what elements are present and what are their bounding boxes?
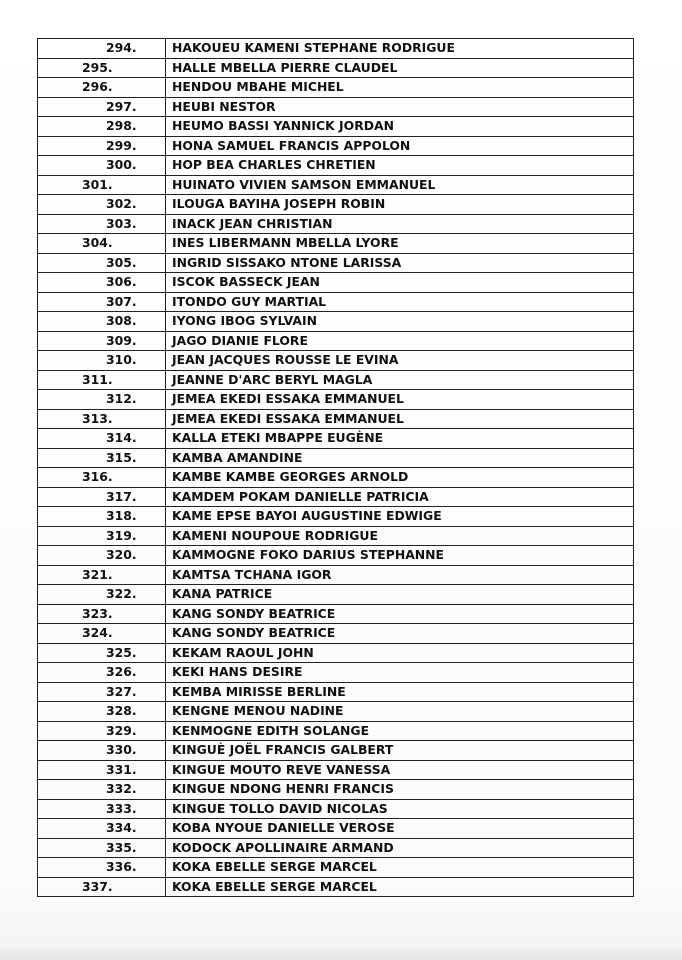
- row-number: 301.: [82, 176, 113, 192]
- table-row: [38, 39, 634, 59]
- table-row: [38, 331, 634, 351]
- person-name: HAKOUEU KAMENI STEPHANE RODRIGUE: [166, 39, 634, 59]
- row-number-cell: [38, 351, 166, 371]
- person-name: INACK JEAN CHRISTIAN: [166, 214, 634, 234]
- row-number-cell: [38, 468, 166, 488]
- row-number: 330.: [106, 742, 137, 758]
- row-number: 326.: [106, 664, 137, 680]
- row-number: 304.: [82, 235, 113, 251]
- person-name: ILOUGA BAYIHA JOSEPH ROBIN: [166, 195, 634, 215]
- table-row: [38, 877, 634, 897]
- table-row: [38, 370, 634, 390]
- row-number-cell: [38, 682, 166, 702]
- table-row: [38, 253, 634, 273]
- table-row: [38, 97, 634, 117]
- row-number: 307.: [106, 293, 137, 309]
- table-row: [38, 292, 634, 312]
- table-row: [38, 214, 634, 234]
- row-number-cell: [38, 819, 166, 839]
- person-name: INES LIBERMANN MBELLA LYORE: [166, 234, 634, 254]
- table-row: [38, 526, 634, 546]
- row-number: 296.: [82, 79, 113, 95]
- person-name: JEAN JACQUES ROUSSE LE EVINA: [166, 351, 634, 371]
- row-number-cell: [38, 546, 166, 566]
- person-name: HONA SAMUEL FRANCIS APPOLON: [166, 136, 634, 156]
- row-number-cell: [38, 487, 166, 507]
- person-name: KENGNE MENOU NADINE: [166, 702, 634, 722]
- table-row: [38, 858, 634, 878]
- table-row: [38, 58, 634, 78]
- row-number: 327.: [106, 683, 137, 699]
- person-name: HOP BEA CHARLES CHRETIEN: [166, 156, 634, 176]
- row-number: 312.: [106, 391, 137, 407]
- person-name: KAMENI NOUPOUE RODRIGUE: [166, 526, 634, 546]
- person-name: KOKA EBELLE SERGE MARCEL: [166, 877, 634, 897]
- table-row: [38, 643, 634, 663]
- page-bottom-edge: [0, 948, 682, 960]
- row-number-cell: [38, 39, 166, 59]
- row-number: 305.: [106, 254, 137, 270]
- table-row: [38, 507, 634, 527]
- row-number-cell: [38, 702, 166, 722]
- row-number-cell: [38, 58, 166, 78]
- row-number: 337.: [82, 878, 113, 894]
- row-number: 323.: [82, 605, 113, 621]
- table-row: [38, 136, 634, 156]
- table-row: [38, 741, 634, 761]
- person-name: KINGUE TOLLO DAVID NICOLAS: [166, 799, 634, 819]
- row-number-cell: [38, 760, 166, 780]
- name-list-body: [38, 39, 634, 897]
- row-number-cell: [38, 117, 166, 137]
- row-number: 315.: [106, 449, 137, 465]
- table-row: [38, 585, 634, 605]
- row-number-cell: [38, 331, 166, 351]
- row-number-cell: [38, 175, 166, 195]
- row-number-cell: [38, 877, 166, 897]
- row-number: 321.: [82, 566, 113, 582]
- row-number: 306.: [106, 274, 137, 290]
- person-name: KANA PATRICE: [166, 585, 634, 605]
- row-number-cell: [38, 780, 166, 800]
- row-number-cell: [38, 97, 166, 117]
- row-number: 319.: [106, 527, 137, 543]
- row-number-cell: [38, 624, 166, 644]
- table-row: [38, 448, 634, 468]
- row-number: 325.: [106, 644, 137, 660]
- table-row: [38, 799, 634, 819]
- row-number-cell: [38, 273, 166, 293]
- row-number: 310.: [106, 352, 137, 368]
- row-number: 313.: [82, 410, 113, 426]
- row-number: 309.: [106, 332, 137, 348]
- row-number: 332.: [106, 781, 137, 797]
- table-row: [38, 604, 634, 624]
- row-number: 317.: [106, 488, 137, 504]
- person-name: HEUBI NESTOR: [166, 97, 634, 117]
- row-number: 298.: [106, 118, 137, 134]
- table-row: [38, 546, 634, 566]
- row-number-cell: [38, 390, 166, 410]
- row-number-cell: [38, 448, 166, 468]
- person-name: ISCOK BASSECK JEAN: [166, 273, 634, 293]
- row-number: 336.: [106, 859, 137, 875]
- person-name: KAMBE KAMBE GEORGES ARNOLD: [166, 468, 634, 488]
- table-row: [38, 702, 634, 722]
- row-number: 308.: [106, 313, 137, 329]
- row-number: 314.: [106, 430, 137, 446]
- table-row: [38, 565, 634, 585]
- table-row: [38, 819, 634, 839]
- row-number-cell: [38, 370, 166, 390]
- person-name: KODOCK APOLLINAIRE ARMAND: [166, 838, 634, 858]
- row-number: 295.: [82, 59, 113, 75]
- person-name: HALLE MBELLA PIERRE CLAUDEL: [166, 58, 634, 78]
- person-name: KAMDEM POKAM DANIELLE PATRICIA: [166, 487, 634, 507]
- row-number: 302.: [106, 196, 137, 212]
- table-row: [38, 117, 634, 137]
- table-row: [38, 195, 634, 215]
- table-row: [38, 760, 634, 780]
- row-number-cell: [38, 253, 166, 273]
- table-row: [38, 682, 634, 702]
- person-name: KAMMOGNE FOKO DARIUS STEPHANNE: [166, 546, 634, 566]
- person-name: KEKI HANS DESIRE: [166, 663, 634, 683]
- row-number: 335.: [106, 839, 137, 855]
- row-number-cell: [38, 136, 166, 156]
- person-name: HUINATO VIVIEN SAMSON EMMANUEL: [166, 175, 634, 195]
- table-row: [38, 312, 634, 332]
- row-number-cell: [38, 214, 166, 234]
- table-row: [38, 156, 634, 176]
- row-number: 328.: [106, 703, 137, 719]
- table-row: [38, 351, 634, 371]
- row-number: 331.: [106, 761, 137, 777]
- row-number: 316.: [82, 469, 113, 485]
- row-number-cell: [38, 799, 166, 819]
- row-number-cell: [38, 585, 166, 605]
- row-number-cell: [38, 78, 166, 98]
- row-number-cell: [38, 195, 166, 215]
- row-number: 324.: [82, 625, 113, 641]
- table-row: [38, 468, 634, 488]
- person-name: KINGUE MOUTO REVE VANESSA: [166, 760, 634, 780]
- person-name: INGRID SISSAKO NTONE LARISSA: [166, 253, 634, 273]
- person-name: KAMTSA TCHANA IGOR: [166, 565, 634, 585]
- person-name: JEMEA EKEDI ESSAKA EMMANUEL: [166, 390, 634, 410]
- row-number: 322.: [106, 586, 137, 602]
- row-number: 333.: [106, 800, 137, 816]
- row-number-cell: [38, 292, 166, 312]
- row-number-cell: [38, 429, 166, 449]
- person-name: JAGO DIANIE FLORE: [166, 331, 634, 351]
- person-name: KAME EPSE BAYOI AUGUSTINE EDWIGE: [166, 507, 634, 527]
- row-number-cell: [38, 234, 166, 254]
- table-row: [38, 273, 634, 293]
- person-name: KOKA EBELLE SERGE MARCEL: [166, 858, 634, 878]
- person-name: KALLA ETEKI MBAPPE EUGÈNE: [166, 429, 634, 449]
- row-number-cell: [38, 156, 166, 176]
- table-row: [38, 78, 634, 98]
- row-number-cell: [38, 721, 166, 741]
- row-number: 294.: [106, 40, 137, 56]
- row-number: 320.: [106, 547, 137, 563]
- row-number-cell: [38, 604, 166, 624]
- person-name: KOBA NYOUE DANIELLE VEROSE: [166, 819, 634, 839]
- person-name: IYONG IBOG SYLVAIN: [166, 312, 634, 332]
- table-row: [38, 429, 634, 449]
- name-list-table: [37, 38, 634, 897]
- row-number-cell: [38, 409, 166, 429]
- row-number-cell: [38, 507, 166, 527]
- person-name: HEUMO BASSI YANNICK JORDAN: [166, 117, 634, 137]
- row-number: 311.: [82, 371, 113, 387]
- row-number-cell: [38, 312, 166, 332]
- person-name: ITONDO GUY MARTIAL: [166, 292, 634, 312]
- table-row: [38, 780, 634, 800]
- row-number: 297.: [106, 98, 137, 114]
- table-row: [38, 409, 634, 429]
- row-number-cell: [38, 858, 166, 878]
- row-number: 300.: [106, 157, 137, 173]
- row-number: 318.: [106, 508, 137, 524]
- person-name: JEANNE D'ARC BERYL MAGLA: [166, 370, 634, 390]
- row-number: 303.: [106, 215, 137, 231]
- person-name: KENMOGNE EDITH SOLANGE: [166, 721, 634, 741]
- table-row: [38, 175, 634, 195]
- person-name: KANG SONDY BEATRICE: [166, 624, 634, 644]
- row-number-cell: [38, 526, 166, 546]
- person-name: KEKAM RAOUL JOHN: [166, 643, 634, 663]
- row-number-cell: [38, 741, 166, 761]
- row-number-cell: [38, 565, 166, 585]
- row-number-cell: [38, 643, 166, 663]
- person-name: KINGUE NDONG HENRI FRANCIS: [166, 780, 634, 800]
- person-name: KANG SONDY BEATRICE: [166, 604, 634, 624]
- person-name: KINGUÈ JOËL FRANCIS GALBERT: [166, 741, 634, 761]
- table-row: [38, 838, 634, 858]
- table-row: [38, 390, 634, 410]
- table-row: [38, 487, 634, 507]
- person-name: KEMBA MIRISSE BERLINE: [166, 682, 634, 702]
- row-number-cell: [38, 838, 166, 858]
- row-number-cell: [38, 663, 166, 683]
- table-row: [38, 721, 634, 741]
- row-number: 334.: [106, 820, 137, 836]
- table-row: [38, 624, 634, 644]
- person-name: HENDOU MBAHE MICHEL: [166, 78, 634, 98]
- table-row: [38, 234, 634, 254]
- table-row: [38, 663, 634, 683]
- person-name: JEMEA EKEDI ESSAKA EMMANUEL: [166, 409, 634, 429]
- row-number: 329.: [106, 722, 137, 738]
- row-number: 299.: [106, 137, 137, 153]
- person-name: KAMBA AMANDINE: [166, 448, 634, 468]
